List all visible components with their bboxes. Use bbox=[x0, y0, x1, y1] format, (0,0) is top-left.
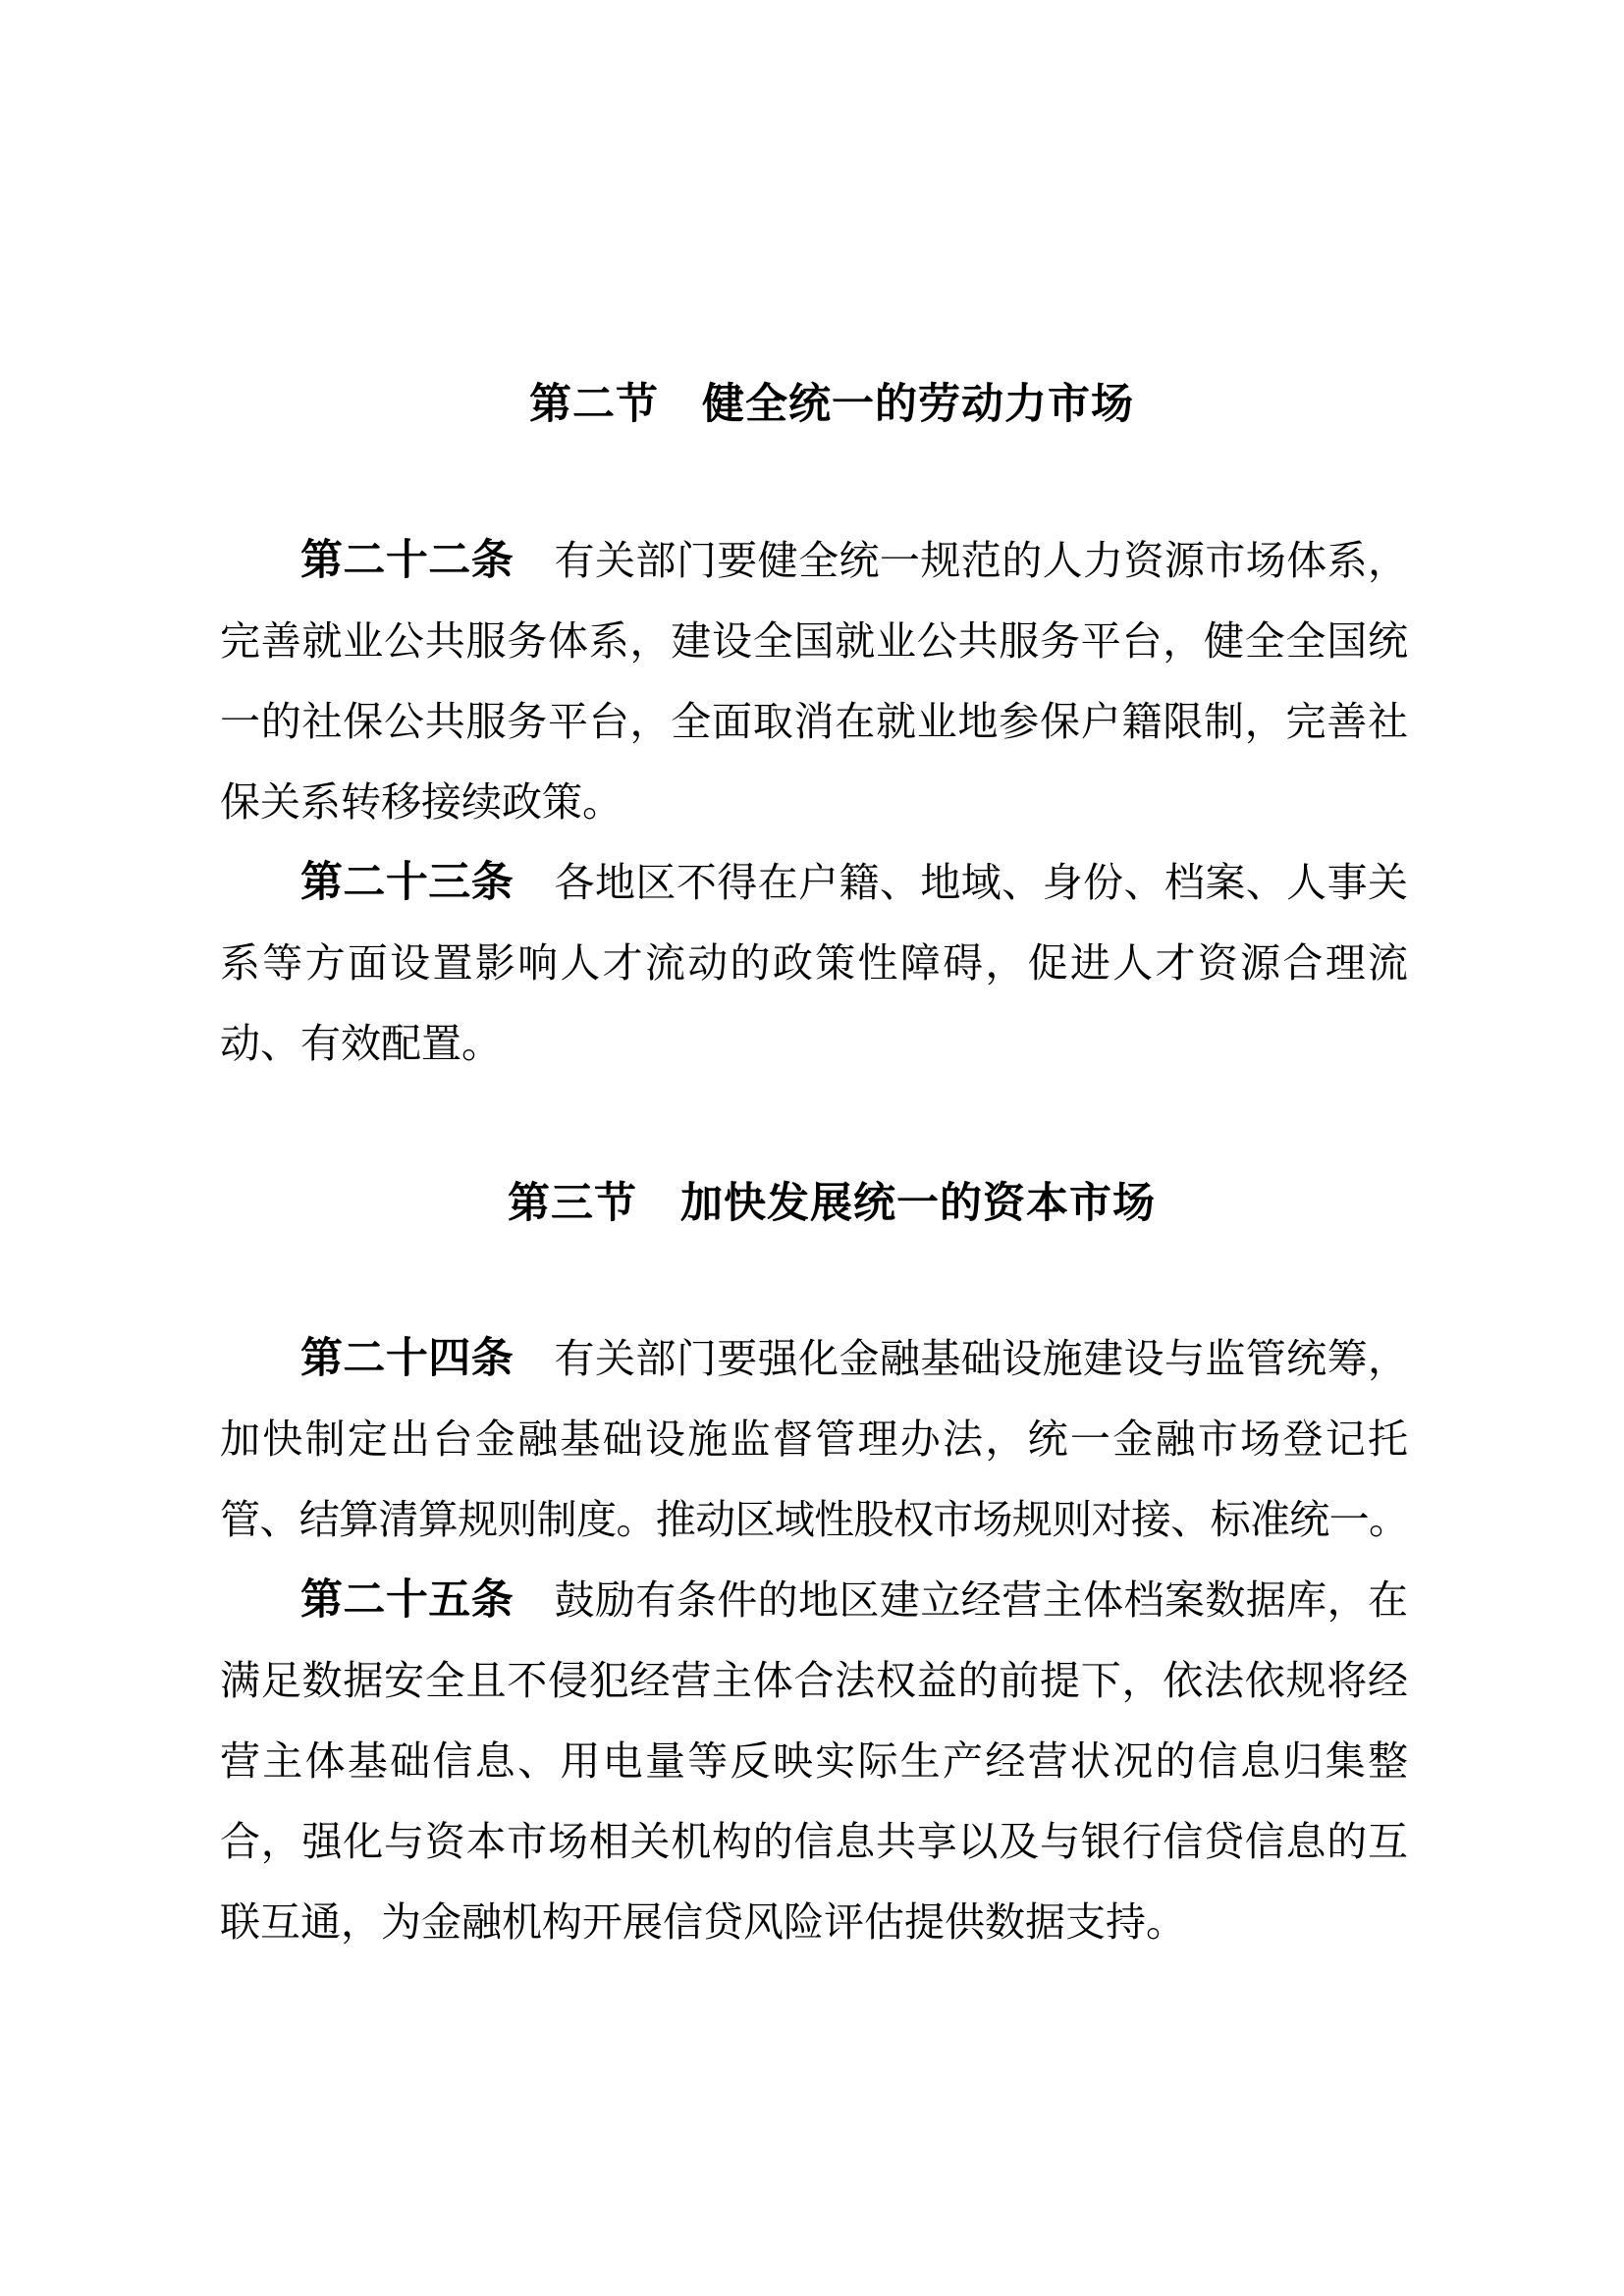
section-3-heading: 第三节 加快发展统一的资本市场 bbox=[508, 1180, 1156, 1227]
line-text: 系等方面设置影响人才流动的政策性障碍，促进人才资源合理流 bbox=[220, 940, 1408, 986]
line-text: 有关部门要健全统一规范的人力资源市场体系， bbox=[514, 538, 1409, 583]
text-line bbox=[220, 1479, 1408, 1560]
text-line bbox=[220, 923, 1408, 1003]
line-text: 一的社保公共服务平台，全面取消在就业地参保户籍限制，完善社 bbox=[220, 699, 1408, 744]
line-text: 各地区不得在户籍、地域、身份、档案、人事关 bbox=[514, 860, 1409, 905]
section-3-body bbox=[220, 1318, 1408, 1962]
line-text: 保关系转移接续政策。 bbox=[220, 779, 623, 825]
text-line bbox=[220, 1399, 1408, 1479]
text-line bbox=[220, 1640, 1408, 1721]
line-text: 鼓励有条件的地区建立经营主体档案数据库，在 bbox=[514, 1577, 1409, 1623]
article-number: 第二十五条 bbox=[300, 1576, 514, 1624]
line-text: 加快制定出台金融基础设施监督管理办法，统一金融市场登记托 bbox=[220, 1416, 1408, 1462]
line-text: 营主体基础信息、用电量等反映实际生产经营状况的信息归集整 bbox=[220, 1738, 1408, 1784]
text-line bbox=[220, 1318, 1408, 1399]
text-line bbox=[220, 601, 1408, 681]
line-text: 动、有效配置。 bbox=[220, 1021, 502, 1066]
text-line bbox=[220, 1882, 1408, 1962]
text-line bbox=[220, 681, 1408, 762]
line-text: 满足数据安全且不侵犯经营主体合法权益的前提下，依法依规将经 bbox=[220, 1658, 1408, 1703]
text-line bbox=[220, 1003, 1408, 1084]
text-line bbox=[220, 842, 1408, 923]
line-text: 有关部门要强化金融基础设施建设与监管统筹， bbox=[514, 1336, 1409, 1381]
line-text: 管、结算清算规则制度。推动区域性股权市场规则对接、标准统一。 bbox=[220, 1497, 1408, 1542]
section-2-heading: 第二节 健全统一的劳动力市场 bbox=[529, 381, 1134, 428]
article-number: 第二十四条 bbox=[300, 1335, 514, 1382]
text-line bbox=[220, 520, 1408, 601]
article-number: 第二十二条 bbox=[300, 537, 514, 584]
line-text: 完善就业公共服务体系，建设全国就业公共服务平台，健全全国统 bbox=[220, 618, 1408, 664]
text-line bbox=[220, 1560, 1408, 1640]
text-line bbox=[220, 1801, 1408, 1882]
section-2-body bbox=[220, 520, 1408, 1084]
article-number: 第二十三条 bbox=[300, 859, 514, 906]
line-text: 合，强化与资本市场相关机构的信息共享以及与银行信贷信息的互 bbox=[220, 1819, 1408, 1864]
text-line bbox=[220, 762, 1408, 842]
text-line bbox=[220, 1721, 1408, 1801]
line-text: 联互通，为金融机构开展信贷风险评估提供数据支持。 bbox=[220, 1899, 1186, 1945]
